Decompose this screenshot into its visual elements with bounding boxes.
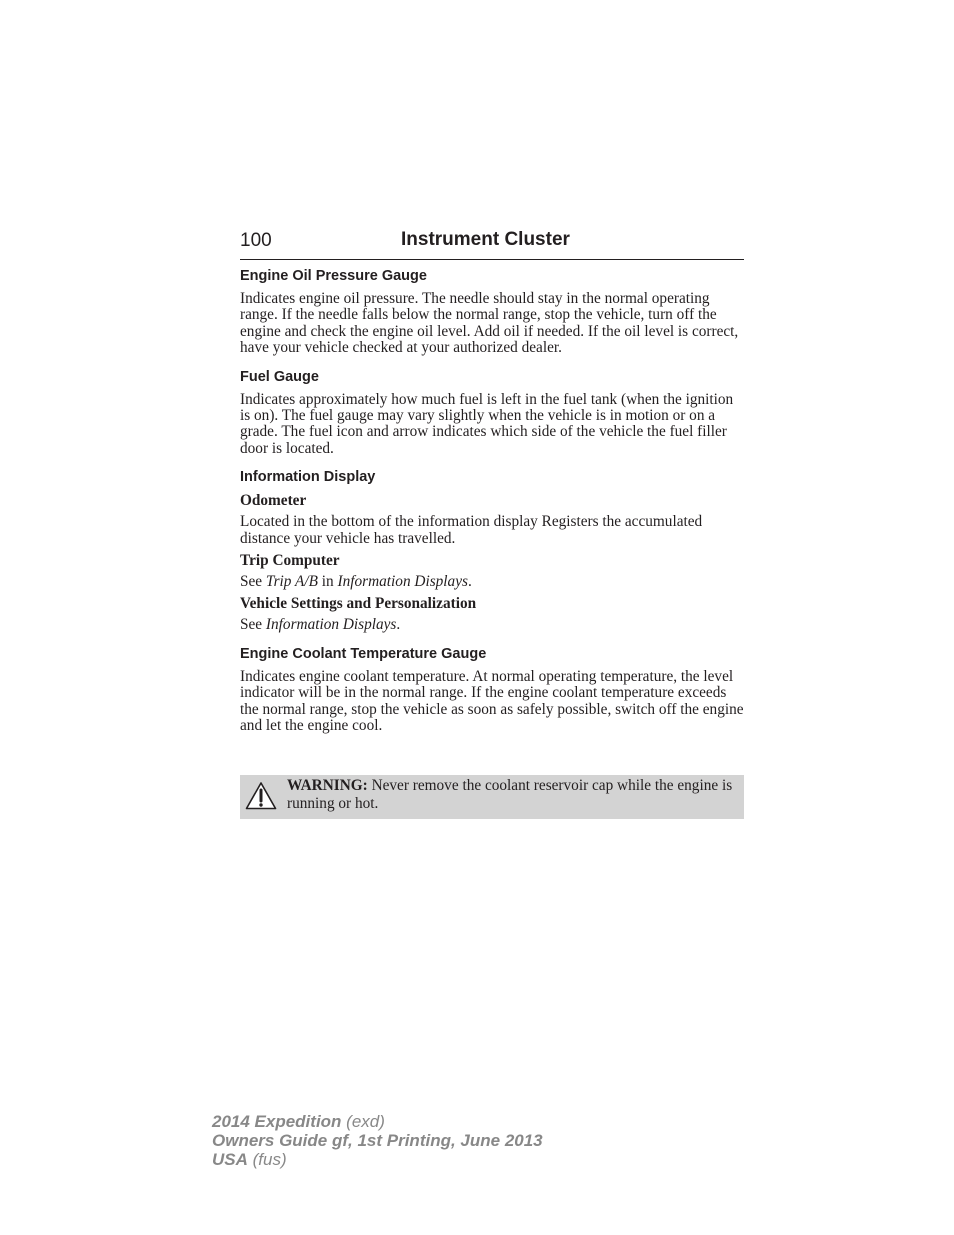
trip-in: in <box>321 573 334 591</box>
footer-model-code: (exd) <box>346 1112 385 1131</box>
footer-region-line <box>212 1150 543 1169</box>
trip-computer-body <box>240 574 744 590</box>
coolant-gauge-body: Indicates engine coolant temperature. At normal operating temperature, the level indicator will be in the normal range. If the engine coolant temperature exceeds the normal range, stop the vehicle as soon as safely possible, switch off the engine and let the engine cool. <box>240 667 744 735</box>
warning-text <box>287 777 737 813</box>
settings-see: See <box>240 616 263 634</box>
warning-label: WARNING: <box>287 777 368 794</box>
odometer-body: Located in the bottom of the information display Registers the accumulated distance your vehicle has travelled. <box>240 513 703 547</box>
footer-region: USA <box>212 1150 248 1169</box>
information-displays-reference[interactable]: Information Displays <box>337 573 468 591</box>
trip-computer-title: Trip Computer <box>240 552 340 570</box>
oil-pressure-body: Indicates engine oil pressure. The needle should stay in the normal operating range. If the needle falls below the normal range, stop the vehicle, turn off the engine and check the engine oil level. Add oil if needed. If the oil level is correct, have your vehicle checked at your authorized dealer. <box>240 290 739 357</box>
footer-guide-line <box>212 1131 543 1150</box>
fuel-gauge-body: Indicates approximately how much fuel is left in the fuel tank (when the ignition is on). The fuel gauge may vary slightly when the vehicle is in motion or on a grade. The fuel icon and arrow indicates which side of the vehicle the fuel filler door is located. <box>240 390 734 457</box>
page-footer <box>212 1112 543 1169</box>
warning-triangle-icon <box>245 781 277 811</box>
section-heading-fuel-gauge: Fuel Gauge <box>240 368 319 385</box>
chapter-title: Instrument Cluster <box>401 229 570 250</box>
trip-ab-reference[interactable]: Trip A/B <box>265 573 318 591</box>
vehicle-settings-title: Vehicle Settings and Personalization <box>240 595 477 613</box>
footer-model-line <box>212 1112 543 1131</box>
page-content <box>240 267 744 746</box>
trip-see: See <box>240 573 263 591</box>
section-heading-coolant-gauge: Engine Coolant Temperature Gauge <box>240 645 487 662</box>
warning-box <box>240 775 744 819</box>
page-header <box>240 229 744 260</box>
warning-message: Never remove the coolant reservoir cap while the engine is running or hot. <box>287 777 733 812</box>
footer-region-code: (fus) <box>252 1150 287 1169</box>
vehicle-settings-body <box>240 617 744 633</box>
trip-period: . <box>467 573 472 591</box>
page-number: 100 <box>240 230 272 251</box>
settings-period: . <box>396 616 401 634</box>
settings-information-displays-reference[interactable]: Information Displays <box>265 616 397 634</box>
section-heading-information-display: Information Display <box>240 469 376 486</box>
footer-guide: Owners Guide gf, 1st Printing, June 2013 <box>212 1131 543 1150</box>
footer-model: 2014 Expedition <box>212 1112 342 1131</box>
odometer-title: Odometer <box>240 492 307 510</box>
section-heading-oil-pressure: Engine Oil Pressure Gauge <box>240 268 427 284</box>
